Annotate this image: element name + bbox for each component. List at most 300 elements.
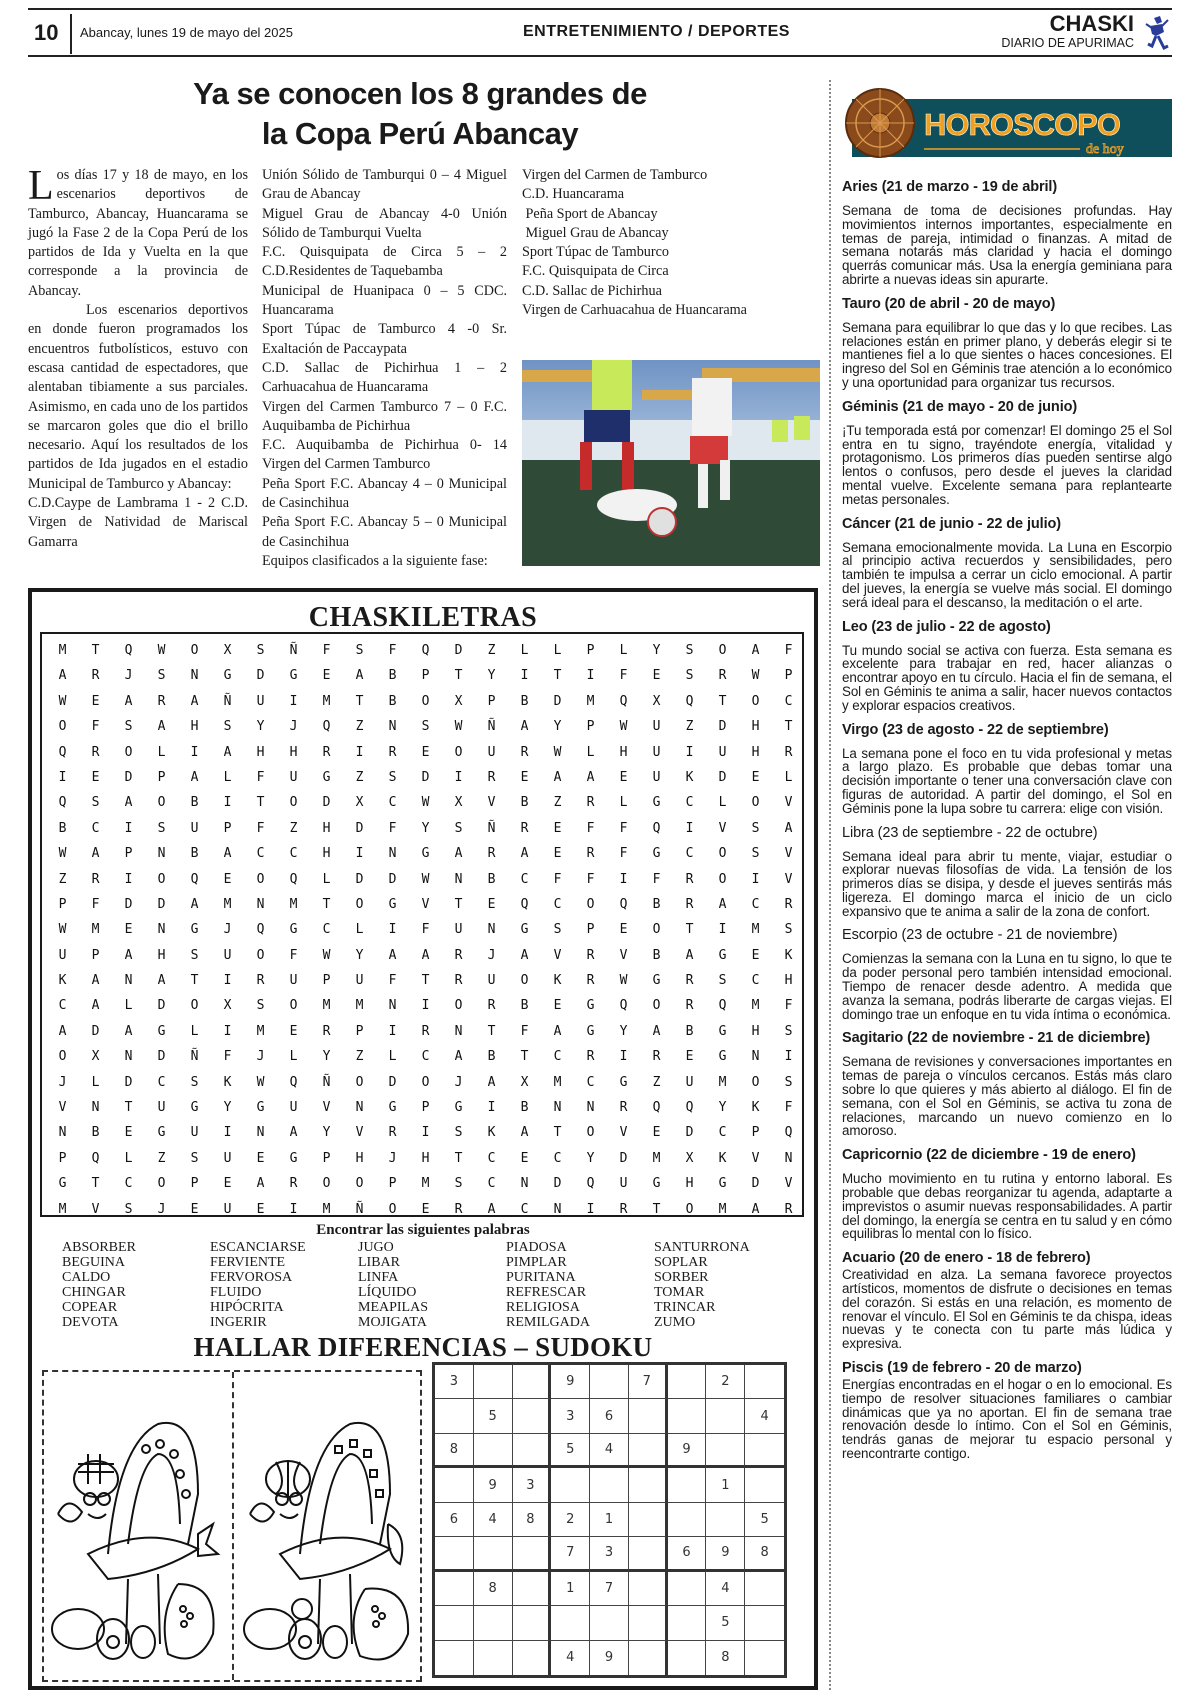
- wordsearch-letter[interactable]: C: [124, 1176, 133, 1192]
- wordsearch-letter[interactable]: G: [157, 1023, 166, 1039]
- wordsearch-letter[interactable]: U: [487, 744, 496, 760]
- wordsearch-letter[interactable]: F: [586, 820, 595, 836]
- wordsearch-letter[interactable]: U: [223, 1150, 232, 1166]
- wordsearch-letter[interactable]: I: [718, 922, 727, 938]
- sudoku-cell[interactable]: [745, 1606, 784, 1640]
- wordsearch-letter[interactable]: T: [256, 795, 265, 811]
- wordsearch-letter[interactable]: B: [487, 871, 496, 887]
- sudoku-cell[interactable]: 4: [551, 1641, 590, 1675]
- sudoku-cell[interactable]: 3: [551, 1399, 590, 1433]
- wordsearch-letter[interactable]: Q: [289, 1074, 298, 1090]
- wordsearch-letter[interactable]: O: [256, 871, 265, 887]
- wordsearch-letter[interactable]: O: [586, 1125, 595, 1141]
- wordsearch-letter[interactable]: A: [652, 1023, 661, 1039]
- sudoku-cell[interactable]: 5: [474, 1399, 513, 1433]
- wordsearch-letter[interactable]: M: [322, 1201, 331, 1217]
- wordsearch-letter[interactable]: U: [718, 744, 727, 760]
- wordsearch-letter[interactable]: E: [685, 1049, 694, 1065]
- wordsearch-letter[interactable]: E: [91, 693, 100, 709]
- wordsearch-letter[interactable]: E: [256, 1150, 265, 1166]
- wordsearch-letter[interactable]: M: [751, 998, 760, 1014]
- sudoku-cell[interactable]: [745, 1572, 784, 1606]
- wordsearch-letter[interactable]: Q: [421, 643, 430, 658]
- wordsearch-letter[interactable]: O: [586, 896, 595, 912]
- wordsearch-letter[interactable]: V: [619, 1125, 628, 1141]
- wordsearch-letter[interactable]: L: [553, 643, 562, 658]
- wordsearch-letter[interactable]: A: [157, 973, 166, 989]
- sudoku-cell[interactable]: [474, 1641, 513, 1675]
- wordsearch-letter[interactable]: M: [322, 693, 331, 709]
- wordsearch-letter[interactable]: K: [718, 1150, 727, 1166]
- wordsearch-letter[interactable]: H: [784, 973, 793, 989]
- wordsearch-letter[interactable]: Ñ: [289, 643, 298, 658]
- wordsearch-letter[interactable]: X: [454, 693, 463, 709]
- sudoku-cell[interactable]: 7: [590, 1572, 629, 1606]
- sudoku-cell[interactable]: 5: [551, 1434, 590, 1468]
- wordsearch-letter[interactable]: E: [619, 922, 628, 938]
- wordsearch-letter[interactable]: F: [421, 922, 430, 938]
- sudoku-cell[interactable]: 4: [706, 1572, 745, 1606]
- wordsearch-letter[interactable]: T: [454, 668, 463, 684]
- sudoku-cell[interactable]: [629, 1606, 668, 1640]
- sudoku-cell[interactable]: 4: [745, 1399, 784, 1433]
- wordsearch-letter[interactable]: Q: [58, 744, 67, 760]
- wordsearch-letter[interactable]: U: [685, 1074, 694, 1090]
- wordsearch-letter[interactable]: G: [289, 1150, 298, 1166]
- wordsearch-letter[interactable]: Q: [91, 1150, 100, 1166]
- wordsearch-letter[interactable]: H: [190, 719, 199, 735]
- wordsearch-letter[interactable]: S: [190, 1150, 199, 1166]
- wordsearch-letter[interactable]: N: [355, 1100, 364, 1116]
- wordsearch-letter[interactable]: O: [289, 795, 298, 811]
- wordsearch-letter[interactable]: B: [190, 846, 199, 862]
- wordsearch-letter[interactable]: B: [520, 1100, 529, 1116]
- wordsearch-letter[interactable]: A: [553, 1023, 562, 1039]
- sudoku-cell[interactable]: 9: [668, 1434, 707, 1468]
- wordsearch-letter[interactable]: W: [256, 1074, 265, 1090]
- wordsearch-letter[interactable]: T: [91, 643, 100, 658]
- wordsearch-letter[interactable]: Q: [652, 1100, 661, 1116]
- wordsearch-letter[interactable]: E: [91, 769, 100, 785]
- wordsearch-letter[interactable]: E: [520, 1150, 529, 1166]
- wordsearch-letter[interactable]: S: [751, 820, 760, 836]
- wordsearch-letter[interactable]: S: [784, 1023, 793, 1039]
- wordsearch-letter[interactable]: Q: [586, 1176, 595, 1192]
- wordsearch-letter[interactable]: N: [388, 846, 397, 862]
- wordsearch-letter[interactable]: C: [520, 1201, 529, 1217]
- wordsearch-letter[interactable]: C: [421, 1049, 430, 1065]
- wordsearch-letter[interactable]: P: [124, 846, 133, 862]
- wordsearch-letter[interactable]: C: [487, 1176, 496, 1192]
- wordsearch-letter[interactable]: N: [751, 1049, 760, 1065]
- wordsearch-letter[interactable]: H: [157, 947, 166, 963]
- wordsearch-letter[interactable]: O: [58, 1049, 67, 1065]
- wordsearch-letter[interactable]: G: [190, 922, 199, 938]
- sudoku-cell[interactable]: [435, 1606, 474, 1640]
- wordsearch-letter[interactable]: J: [388, 1150, 397, 1166]
- wordsearch-letter[interactable]: A: [388, 947, 397, 963]
- wordsearch-letter[interactable]: D: [718, 719, 727, 735]
- wordsearch-letter[interactable]: Y: [421, 820, 430, 836]
- sudoku-cell[interactable]: [629, 1641, 668, 1675]
- wordsearch-letter[interactable]: A: [124, 947, 133, 963]
- sudoku-cell[interactable]: 8: [435, 1434, 474, 1468]
- wordsearch-letter[interactable]: F: [652, 871, 661, 887]
- wordsearch-letter[interactable]: E: [652, 1125, 661, 1141]
- wordsearch-letter[interactable]: T: [190, 973, 199, 989]
- wordsearch-letter[interactable]: B: [652, 947, 661, 963]
- wordsearch-letter[interactable]: Q: [619, 998, 628, 1014]
- sudoku-cell[interactable]: 1: [590, 1503, 629, 1537]
- wordsearch-letter[interactable]: U: [157, 1100, 166, 1116]
- wordsearch-letter[interactable]: G: [58, 1176, 67, 1192]
- sudoku-cell[interactable]: [668, 1468, 707, 1502]
- wordsearch-letter[interactable]: D: [553, 1176, 562, 1192]
- wordsearch-letter[interactable]: Ñ: [487, 719, 496, 735]
- wordsearch-letter[interactable]: B: [388, 668, 397, 684]
- wordsearch-letter[interactable]: D: [355, 820, 364, 836]
- wordsearch-letter[interactable]: R: [652, 1049, 661, 1065]
- wordsearch-letter[interactable]: N: [520, 1176, 529, 1192]
- wordsearch-letter[interactable]: V: [784, 871, 793, 887]
- wordsearch-letter[interactable]: L: [91, 1074, 100, 1090]
- wordsearch-letter[interactable]: I: [289, 693, 298, 709]
- wordsearch-letter[interactable]: Ñ: [355, 1201, 364, 1217]
- wordsearch-letter[interactable]: L: [619, 795, 628, 811]
- wordsearch-letter[interactable]: V: [784, 1176, 793, 1192]
- sudoku-cell[interactable]: 4: [590, 1434, 629, 1468]
- wordsearch-letter[interactable]: G: [190, 1100, 199, 1116]
- wordsearch-letter[interactable]: V: [421, 896, 430, 912]
- wordsearch-letter[interactable]: F: [784, 998, 793, 1014]
- sudoku-cell[interactable]: 8: [474, 1572, 513, 1606]
- wordsearch-letter[interactable]: O: [355, 896, 364, 912]
- wordsearch-letter[interactable]: Y: [652, 643, 661, 658]
- wordsearch-letter[interactable]: H: [355, 1150, 364, 1166]
- wordsearch-letter[interactable]: R: [685, 896, 694, 912]
- wordsearch-letter[interactable]: N: [784, 1150, 793, 1166]
- wordsearch-letter[interactable]: A: [157, 719, 166, 735]
- caterpillar-mushroom-drawing-left[interactable]: [48, 1384, 223, 1674]
- wordsearch-letter[interactable]: Y: [586, 1150, 595, 1166]
- wordsearch-letter[interactable]: D: [388, 1074, 397, 1090]
- wordsearch-letter[interactable]: E: [421, 744, 430, 760]
- wordsearch-letter[interactable]: P: [586, 922, 595, 938]
- wordsearch-letter[interactable]: Y: [322, 1125, 331, 1141]
- wordsearch-letter[interactable]: Z: [355, 769, 364, 785]
- wordsearch-letter[interactable]: D: [355, 871, 364, 887]
- wordsearch-letter[interactable]: E: [619, 769, 628, 785]
- wordsearch-letter[interactable]: R: [784, 1201, 793, 1217]
- wordsearch-letter[interactable]: L: [157, 744, 166, 760]
- wordsearch-letter[interactable]: T: [553, 668, 562, 684]
- wordsearch-letter[interactable]: U: [355, 973, 364, 989]
- wordsearch-letter[interactable]: G: [652, 795, 661, 811]
- sudoku-cell[interactable]: [435, 1468, 474, 1502]
- wordsearch-letter[interactable]: O: [718, 846, 727, 862]
- wordsearch-letter[interactable]: G: [289, 922, 298, 938]
- wordsearch-letter[interactable]: E: [520, 769, 529, 785]
- wordsearch-letter[interactable]: S: [355, 643, 364, 658]
- wordsearch-letter[interactable]: C: [685, 795, 694, 811]
- wordsearch-letter[interactable]: J: [454, 1074, 463, 1090]
- wordsearch-letter[interactable]: C: [718, 1125, 727, 1141]
- sudoku-cell[interactable]: [706, 1503, 745, 1537]
- wordsearch-letter[interactable]: A: [190, 693, 199, 709]
- wordsearch-letter[interactable]: O: [520, 973, 529, 989]
- wordsearch-letter[interactable]: I: [685, 744, 694, 760]
- wordsearch-letter[interactable]: V: [718, 820, 727, 836]
- wordsearch-letter[interactable]: I: [421, 1125, 430, 1141]
- wordsearch-letter[interactable]: B: [91, 1125, 100, 1141]
- wordsearch-letter[interactable]: G: [520, 922, 529, 938]
- wordsearch-letter[interactable]: X: [520, 1074, 529, 1090]
- wordsearch-letter[interactable]: O: [454, 744, 463, 760]
- wordsearch-letter[interactable]: T: [520, 1049, 529, 1065]
- sudoku-cell[interactable]: 3: [435, 1365, 474, 1399]
- wordsearch-letter[interactable]: K: [784, 947, 793, 963]
- wordsearch-letter[interactable]: R: [289, 1176, 298, 1192]
- wordsearch-letter[interactable]: I: [388, 922, 397, 938]
- wordsearch-letter[interactable]: Z: [553, 795, 562, 811]
- wordsearch-letter[interactable]: I: [355, 846, 364, 862]
- sudoku-cell[interactable]: [668, 1606, 707, 1640]
- wordsearch-letter[interactable]: R: [454, 947, 463, 963]
- wordsearch-letter[interactable]: M: [355, 998, 364, 1014]
- wordsearch-letter[interactable]: S: [190, 1074, 199, 1090]
- sudoku-cell[interactable]: [513, 1365, 552, 1399]
- wordsearch-letter[interactable]: N: [553, 1100, 562, 1116]
- sudoku-cell[interactable]: 3: [513, 1468, 552, 1502]
- wordsearch-letter[interactable]: G: [619, 1074, 628, 1090]
- wordsearch-letter[interactable]: Y: [256, 719, 265, 735]
- wordsearch-letter[interactable]: T: [652, 1201, 661, 1217]
- wordsearch-letter[interactable]: B: [520, 795, 529, 811]
- wordsearch-letter[interactable]: F: [784, 1100, 793, 1116]
- wordsearch-letter[interactable]: C: [256, 846, 265, 862]
- wordsearch-letter[interactable]: G: [652, 846, 661, 862]
- wordsearch-letter[interactable]: N: [553, 1201, 562, 1217]
- sudoku-cell[interactable]: [629, 1572, 668, 1606]
- wordsearch-letter[interactable]: W: [58, 922, 67, 938]
- sudoku-cell[interactable]: [513, 1572, 552, 1606]
- wordsearch-letter[interactable]: I: [520, 668, 529, 684]
- wordsearch-letter[interactable]: S: [784, 1074, 793, 1090]
- wordsearch-letter[interactable]: N: [454, 871, 463, 887]
- wordsearch-letter[interactable]: R: [586, 1049, 595, 1065]
- wordsearch-letter[interactable]: I: [784, 1049, 793, 1065]
- wordsearch-letter[interactable]: I: [223, 1023, 232, 1039]
- wordsearch-letter[interactable]: C: [553, 896, 562, 912]
- wordsearch-letter[interactable]: D: [553, 693, 562, 709]
- wordsearch-letter[interactable]: R: [91, 668, 100, 684]
- wordsearch-letter[interactable]: Y: [223, 1100, 232, 1116]
- wordsearch-letter[interactable]: D: [685, 1125, 694, 1141]
- wordsearch-letter[interactable]: A: [256, 1176, 265, 1192]
- wordsearch-letter[interactable]: S: [388, 769, 397, 785]
- wordsearch-letter[interactable]: D: [718, 769, 727, 785]
- wordsearch-letter[interactable]: Q: [256, 922, 265, 938]
- wordsearch-letter[interactable]: C: [91, 820, 100, 836]
- wordsearch-letter[interactable]: W: [751, 668, 760, 684]
- wordsearch-letter[interactable]: K: [223, 1074, 232, 1090]
- wordsearch-letter[interactable]: I: [586, 1201, 595, 1217]
- wordsearch-letter[interactable]: K: [553, 973, 562, 989]
- wordsearch-letter[interactable]: M: [58, 643, 67, 658]
- wordsearch-letter[interactable]: L: [190, 1023, 199, 1039]
- wordsearch-letter[interactable]: F: [619, 820, 628, 836]
- sudoku-cell[interactable]: 2: [551, 1503, 590, 1537]
- wordsearch-letter[interactable]: C: [289, 846, 298, 862]
- wordsearch-letter[interactable]: I: [190, 744, 199, 760]
- wordsearch-letter[interactable]: P: [157, 769, 166, 785]
- sudoku-cell[interactable]: 6: [590, 1399, 629, 1433]
- wordsearch-letter[interactable]: A: [91, 846, 100, 862]
- wordsearch-letter[interactable]: V: [619, 947, 628, 963]
- wordsearch-letter[interactable]: D: [388, 871, 397, 887]
- wordsearch-letter[interactable]: M: [289, 896, 298, 912]
- wordsearch-letter[interactable]: S: [223, 719, 232, 735]
- sudoku-cell[interactable]: [745, 1434, 784, 1468]
- sudoku-cell[interactable]: [513, 1399, 552, 1433]
- wordsearch-letter[interactable]: C: [388, 795, 397, 811]
- wordsearch-letter[interactable]: A: [718, 896, 727, 912]
- wordsearch-letter[interactable]: L: [124, 998, 133, 1014]
- wordsearch-letter[interactable]: J: [58, 1074, 67, 1090]
- wordsearch-letter[interactable]: R: [520, 744, 529, 760]
- wordsearch-letter[interactable]: O: [454, 998, 463, 1014]
- wordsearch-letter[interactable]: R: [784, 744, 793, 760]
- wordsearch-letter[interactable]: S: [718, 973, 727, 989]
- sudoku-cell[interactable]: 7: [629, 1365, 668, 1399]
- wordsearch-letter[interactable]: J: [289, 719, 298, 735]
- wordsearch-letter[interactable]: J: [124, 668, 133, 684]
- wordsearch-letter[interactable]: I: [388, 1023, 397, 1039]
- wordsearch-letter[interactable]: D: [157, 896, 166, 912]
- wordsearch-letter[interactable]: L: [124, 1150, 133, 1166]
- wordsearch-letter[interactable]: E: [553, 846, 562, 862]
- sudoku-cell[interactable]: 1: [551, 1572, 590, 1606]
- wordsearch-letter[interactable]: M: [223, 896, 232, 912]
- wordsearch-letter[interactable]: A: [520, 846, 529, 862]
- wordsearch-letter[interactable]: V: [784, 795, 793, 811]
- wordsearch-letter[interactable]: H: [685, 1176, 694, 1192]
- wordsearch-letter[interactable]: Z: [157, 1150, 166, 1166]
- wordsearch-letter[interactable]: W: [58, 846, 67, 862]
- wordsearch-letter[interactable]: E: [223, 871, 232, 887]
- wordsearch-letter[interactable]: Z: [355, 719, 364, 735]
- wordsearch-letter[interactable]: A: [124, 693, 133, 709]
- wordsearch-letter[interactable]: A: [520, 947, 529, 963]
- sudoku-cell[interactable]: 5: [706, 1606, 745, 1640]
- wordsearch-letter[interactable]: M: [421, 1176, 430, 1192]
- wordsearch-letter[interactable]: T: [454, 1150, 463, 1166]
- wordsearch-letter[interactable]: A: [223, 744, 232, 760]
- wordsearch-letter[interactable]: J: [487, 947, 496, 963]
- wordsearch-letter[interactable]: Z: [289, 820, 298, 836]
- wordsearch-letter[interactable]: A: [520, 719, 529, 735]
- sudoku-cell[interactable]: [551, 1606, 590, 1640]
- wordsearch-letter[interactable]: Y: [322, 1049, 331, 1065]
- wordsearch-letter[interactable]: M: [256, 1023, 265, 1039]
- wordsearch-letter[interactable]: Y: [718, 1100, 727, 1116]
- wordsearch-letter[interactable]: N: [190, 668, 199, 684]
- sudoku-cell[interactable]: [668, 1399, 707, 1433]
- wordsearch-letter[interactable]: P: [58, 1150, 67, 1166]
- caterpillar-mushroom-drawing-right[interactable]: [240, 1384, 415, 1674]
- wordsearch-letter[interactable]: H: [421, 1150, 430, 1166]
- wordsearch-letter[interactable]: C: [157, 1074, 166, 1090]
- wordsearch-letter[interactable]: Q: [619, 896, 628, 912]
- wordsearch-letter[interactable]: R: [454, 973, 463, 989]
- wordsearch-letter[interactable]: A: [355, 668, 364, 684]
- wordsearch-letter[interactable]: C: [751, 896, 760, 912]
- wordsearch-letter[interactable]: O: [751, 693, 760, 709]
- wordsearch-letter[interactable]: O: [58, 719, 67, 735]
- wordsearch-letter[interactable]: R: [256, 973, 265, 989]
- sudoku-cell[interactable]: 6: [435, 1503, 474, 1537]
- wordsearch-letter[interactable]: Q: [784, 1125, 793, 1141]
- wordsearch-letter[interactable]: F: [256, 820, 265, 836]
- wordsearch-letter[interactable]: G: [388, 1100, 397, 1116]
- wordsearch-letter[interactable]: W: [58, 693, 67, 709]
- wordsearch-letter[interactable]: I: [421, 998, 430, 1014]
- wordsearch-letter[interactable]: P: [91, 947, 100, 963]
- wordsearch-letter[interactable]: A: [751, 643, 760, 658]
- wordsearch-letter[interactable]: P: [322, 973, 331, 989]
- wordsearch-letter[interactable]: M: [718, 1074, 727, 1090]
- wordsearch-letter[interactable]: U: [652, 744, 661, 760]
- wordsearch-letter[interactable]: G: [652, 973, 661, 989]
- wordsearch-letter[interactable]: U: [619, 1176, 628, 1192]
- sudoku-cell[interactable]: 2: [706, 1365, 745, 1399]
- wordsearch-letter[interactable]: D: [124, 769, 133, 785]
- wordsearch-letter[interactable]: F: [520, 1023, 529, 1039]
- wordsearch-letter[interactable]: E: [553, 998, 562, 1014]
- wordsearch-letter[interactable]: U: [652, 769, 661, 785]
- wordsearch-letter[interactable]: W: [619, 719, 628, 735]
- wordsearch-letter[interactable]: C: [487, 1150, 496, 1166]
- wordsearch-letter[interactable]: R: [685, 998, 694, 1014]
- wordsearch-letter[interactable]: I: [751, 871, 760, 887]
- wordsearch-letter[interactable]: V: [322, 1100, 331, 1116]
- wordsearch-letter[interactable]: C: [553, 1150, 562, 1166]
- wordsearch-letter[interactable]: A: [190, 769, 199, 785]
- wordsearch-letter[interactable]: N: [487, 922, 496, 938]
- wordsearch-letter[interactable]: Z: [355, 1049, 364, 1065]
- wordsearch-letter[interactable]: D: [157, 998, 166, 1014]
- wordsearch-letter[interactable]: O: [322, 1176, 331, 1192]
- wordsearch-letter[interactable]: S: [454, 1125, 463, 1141]
- wordsearch-letter[interactable]: U: [190, 1125, 199, 1141]
- wordsearch-letter[interactable]: R: [520, 820, 529, 836]
- wordsearch-letter[interactable]: X: [355, 795, 364, 811]
- wordsearch-letter[interactable]: L: [388, 1049, 397, 1065]
- wordsearch-letter[interactable]: U: [289, 769, 298, 785]
- wordsearch-letter[interactable]: G: [718, 1176, 727, 1192]
- wordsearch-letter[interactable]: S: [454, 1176, 463, 1192]
- wordsearch-letter[interactable]: L: [223, 769, 232, 785]
- wordsearch-letter[interactable]: Q: [652, 820, 661, 836]
- wordsearch-letter[interactable]: H: [751, 744, 760, 760]
- wordsearch-letter[interactable]: S: [553, 922, 562, 938]
- wordsearch-letter[interactable]: F: [619, 846, 628, 862]
- wordsearch-letter[interactable]: L: [718, 795, 727, 811]
- wordsearch-letter[interactable]: O: [718, 643, 727, 658]
- wordsearch-letter[interactable]: A: [454, 846, 463, 862]
- wordsearch-letter[interactable]: V: [751, 1150, 760, 1166]
- wordsearch-letter[interactable]: N: [454, 1023, 463, 1039]
